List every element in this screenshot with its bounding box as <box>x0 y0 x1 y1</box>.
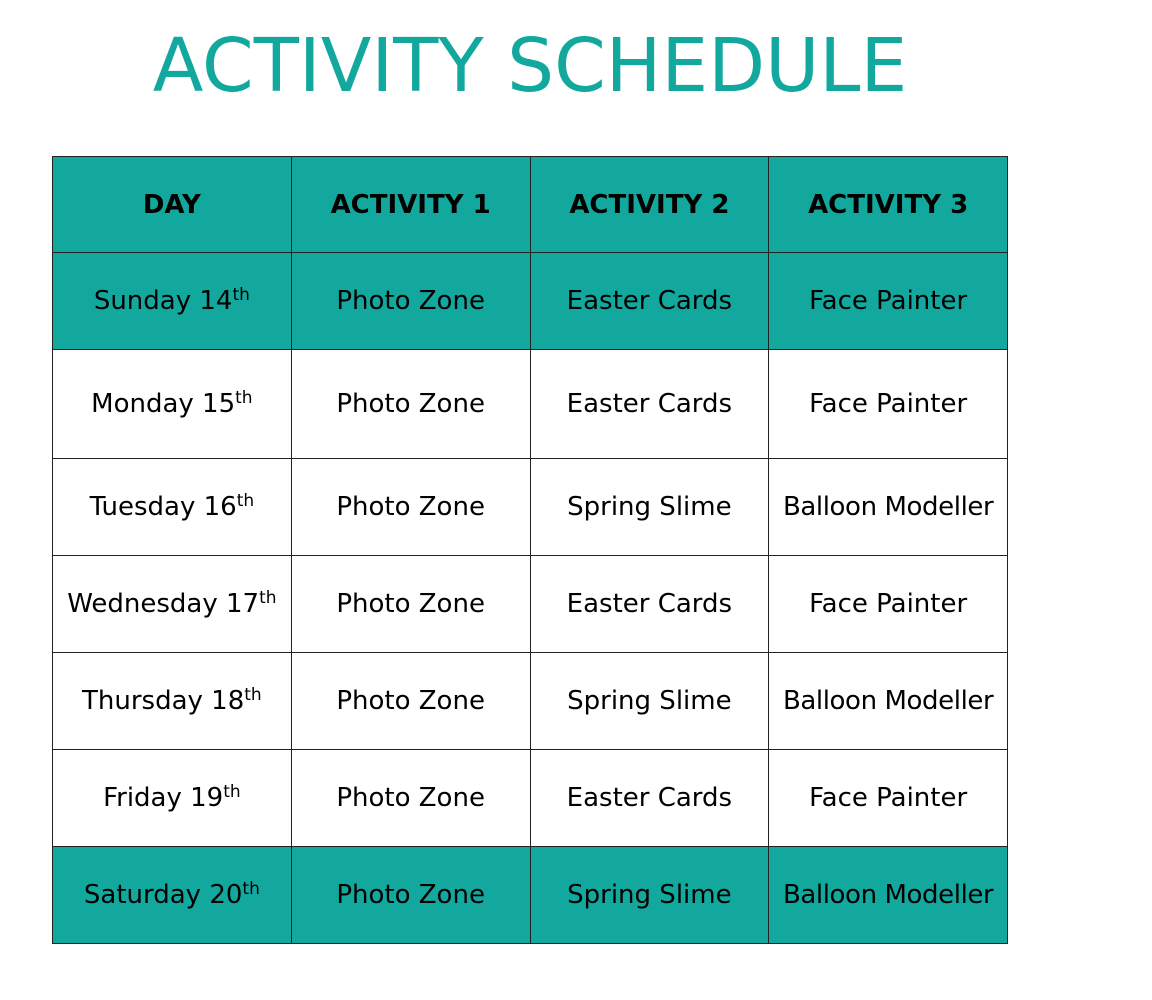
day-suffix: th <box>244 685 262 705</box>
activity-2-cell: Spring Slime <box>530 653 769 750</box>
activity-1-cell: Photo Zone <box>291 556 530 653</box>
activity-2-cell: Easter Cards <box>530 350 769 459</box>
table-row <box>53 847 1008 944</box>
day-cell <box>53 350 292 459</box>
activity-2-cell: Easter Cards <box>530 556 769 653</box>
activity-1-cell: Photo Zone <box>291 459 530 556</box>
day-cell <box>53 459 292 556</box>
day-suffix: th <box>242 879 260 899</box>
activity-3-cell: Face Painter <box>769 350 1008 459</box>
day-label: Tuesday 16 <box>89 492 237 522</box>
activity-1-cell: Photo Zone <box>291 750 530 847</box>
day-label: Friday 19 <box>103 783 224 813</box>
activity-1-cell: Photo Zone <box>291 253 530 350</box>
day-suffix: th <box>235 388 253 408</box>
activity-schedule-table <box>52 156 1008 944</box>
header-day: DAY <box>53 157 292 253</box>
activity-2-cell: Easter Cards <box>530 253 769 350</box>
day-label: Thursday 18 <box>82 686 245 716</box>
header-activity-3: ACTIVITY 3 <box>769 157 1008 253</box>
activity-2-cell: Spring Slime <box>530 847 769 944</box>
day-suffix: th <box>223 782 241 802</box>
day-label: Saturday 20 <box>83 880 243 910</box>
table-row <box>53 459 1008 556</box>
day-cell <box>53 750 292 847</box>
activity-1-cell: Photo Zone <box>291 653 530 750</box>
activity-3-cell: Face Painter <box>769 750 1008 847</box>
page-title: ACTIVITY SCHEDULE <box>152 23 908 109</box>
day-cell <box>53 653 292 750</box>
day-label: Sunday 14 <box>93 286 233 316</box>
day-cell <box>53 253 292 350</box>
table-row <box>53 653 1008 750</box>
day-suffix: th <box>232 285 250 305</box>
activity-1-cell: Photo Zone <box>291 350 530 459</box>
activity-3-cell: Balloon Modeller <box>769 459 1008 556</box>
day-cell <box>53 556 292 653</box>
activity-1-cell: Photo Zone <box>291 847 530 944</box>
activity-3-cell: Face Painter <box>769 556 1008 653</box>
table-row <box>53 253 1008 350</box>
day-suffix: th <box>259 588 277 608</box>
table-row <box>53 350 1008 459</box>
header-activity-2: ACTIVITY 2 <box>530 157 769 253</box>
activity-3-cell: Face Painter <box>769 253 1008 350</box>
table-header-row <box>53 157 1008 253</box>
activity-3-cell: Balloon Modeller <box>769 847 1008 944</box>
activity-3-cell: Balloon Modeller <box>769 653 1008 750</box>
day-cell <box>53 847 292 944</box>
table-row <box>53 556 1008 653</box>
header-activity-1: ACTIVITY 1 <box>291 157 530 253</box>
activity-2-cell: Spring Slime <box>530 459 769 556</box>
day-label: Monday 15 <box>91 389 236 419</box>
table-row <box>53 750 1008 847</box>
day-label: Wednesday 17 <box>67 589 260 619</box>
activity-2-cell: Easter Cards <box>530 750 769 847</box>
day-suffix: th <box>236 491 255 511</box>
